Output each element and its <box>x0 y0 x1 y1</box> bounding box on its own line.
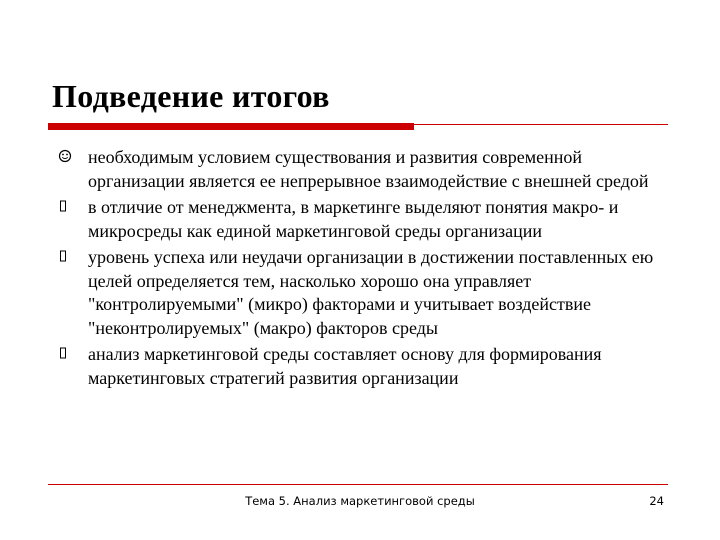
bullet-item <box>58 196 678 243</box>
slide-title: Подведение итогов <box>52 78 330 114</box>
bullet-text: анализ маркетинговой среды составляет основу для формирования маркетинговых стратегий развития организации <box>88 344 602 388</box>
smiley-icon <box>58 148 72 166</box>
box-icon <box>58 345 72 363</box>
page-number: 24 <box>649 494 664 508</box>
bullet-text: уровень успеха или неудачи организации в достижении поставленных ею целей определяется тем, насколько хорошо она управляет "контролируемыми" (микро) факторами и учитывает воздействие "неконтролируемых" (макро) факторов среды <box>88 247 654 338</box>
bullet-list <box>58 146 678 393</box>
bullet-text: необходимым условием существования и развития современной организации является ее непрерывное взаимодействие с внешней средой <box>88 147 649 191</box>
footer-divider <box>48 484 668 485</box>
bullet-item <box>58 146 678 193</box>
title-underline-thin <box>414 124 668 125</box>
box-icon <box>58 198 72 216</box>
bullet-item <box>58 343 678 390</box>
bullet-text: в отличие от менеджмента, в маркетинге выделяют понятия макро- и микросреды как единой маркетинговой среды организации <box>88 197 619 241</box>
footer-topic: Тема 5. Анализ маркетинговой среды <box>245 494 475 508</box>
bullet-item <box>58 246 678 340</box>
title-underline-thick <box>48 123 414 130</box>
box-icon <box>58 248 72 266</box>
